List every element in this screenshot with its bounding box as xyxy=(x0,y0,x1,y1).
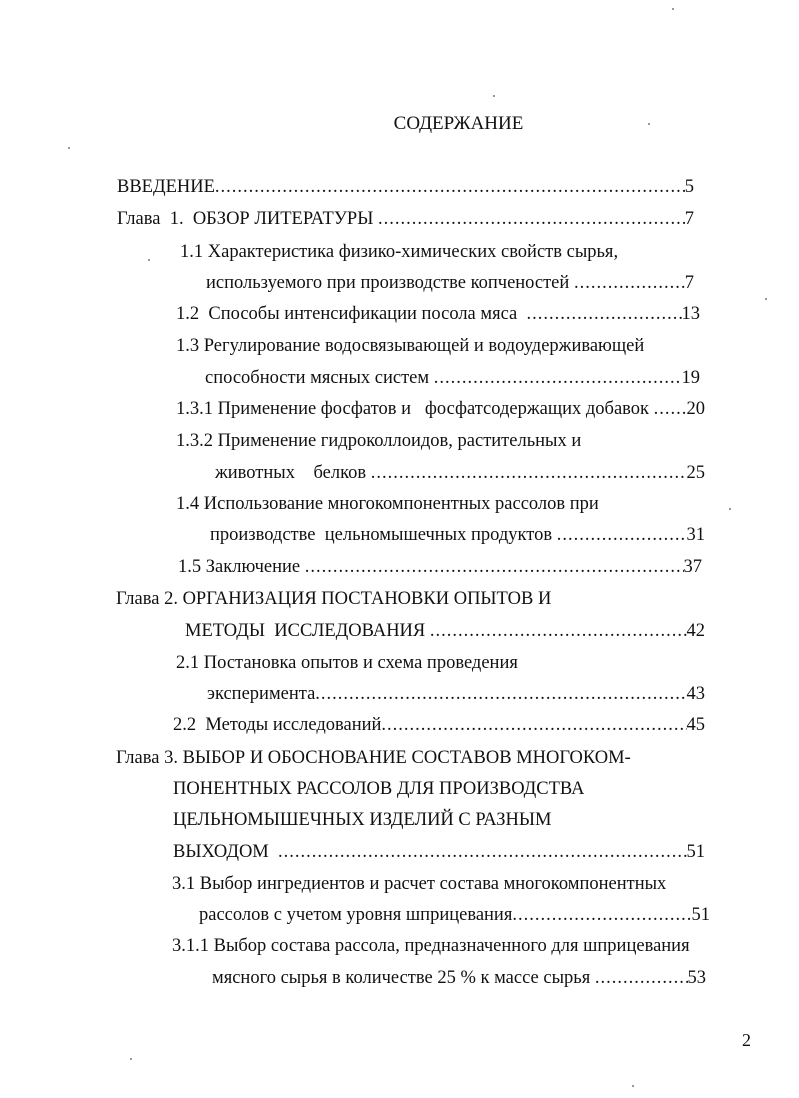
toc-entry-text: Глава 1. ОБЗОР ЛИТЕРАТУРЫ xyxy=(117,209,378,229)
toc-entry-text: 3.1.1 Выбор состава рассола, предназначенного для шприцевания xyxy=(172,936,690,956)
leader-dots xyxy=(527,302,682,326)
leader-dots xyxy=(434,366,682,390)
toc-entry-3-1-1-line-1 xyxy=(172,934,690,958)
toc-entry-introduction xyxy=(117,175,694,199)
scan-speck xyxy=(632,1085,634,1087)
leader-dots xyxy=(371,461,687,485)
toc-entry-chapter-3-line-2 xyxy=(173,777,584,801)
toc-entry-chapter-3-line-1 xyxy=(116,746,631,770)
toc-page-number: 31 xyxy=(686,525,705,545)
leader-dots xyxy=(595,966,688,990)
toc-entry-1-1-line-2 xyxy=(206,271,694,295)
toc-entry-text: 2.1 Постановка опытов и схема проведения xyxy=(176,653,518,673)
toc-entry-1-3-2-line-1 xyxy=(176,429,581,453)
leader-dots xyxy=(378,207,685,231)
leader-dots xyxy=(305,555,684,579)
toc-entry-text: 2.2 Методы исследований xyxy=(173,715,382,735)
toc-page-number: 7 xyxy=(684,209,694,229)
leader-dots xyxy=(574,271,685,295)
toc-entry-text: 1.3.2 Применение гидроколлоидов, растительных и xyxy=(176,431,582,451)
toc-entry-2-1-line-2 xyxy=(207,682,705,706)
toc-entry-1-3-line-2 xyxy=(205,366,700,390)
leader-dots xyxy=(512,903,691,927)
toc-entry-chapter-2-line-2 xyxy=(185,619,705,643)
scan-speck xyxy=(68,147,70,149)
toc-entry-1-1-line-1 xyxy=(180,240,618,264)
toc-page-number: 7 xyxy=(684,273,694,293)
toc-entry-text: Глава 3. ВЫБОР И ОБОСНОВАНИЕ СОСТАВОВ МНОГОКОМ- xyxy=(116,748,631,768)
toc-entry-text: ПОНЕНТНЫХ РАССОЛОВ ДЛЯ ПРОИЗВОДСТВА xyxy=(173,779,585,799)
scan-speck xyxy=(765,298,767,300)
toc-entry-1-4-line-1 xyxy=(176,492,599,516)
toc-page-number: 20 xyxy=(686,399,705,419)
toc-entry-1-4-line-2 xyxy=(210,523,705,547)
toc-entry-1-5 xyxy=(178,555,702,579)
scan-speck xyxy=(672,8,674,10)
toc-entry-text: способности мясных систем xyxy=(205,368,434,388)
leader-dots xyxy=(557,523,687,547)
toc-page-number: 42 xyxy=(686,621,705,641)
page-number: 2 xyxy=(742,1030,751,1050)
toc-entry-text: МЕТОДЫ ИССЛЕДОВАНИЯ xyxy=(185,621,430,641)
toc-entry-text: ВВЕДЕНИЕ xyxy=(117,177,215,197)
toc-entry-text: 3.1 Выбор ингредиентов и расчет состава многокомпонентных xyxy=(172,874,667,894)
toc-page-number: 53 xyxy=(687,968,706,988)
toc-entry-2-1-line-1 xyxy=(176,651,518,675)
toc-entry-2-2 xyxy=(173,713,705,737)
toc-entry-text: 1.3 Регулирование водосвязывающей и водоудерживающей xyxy=(176,336,645,356)
scan-speck xyxy=(729,508,731,510)
toc-entry-1-3-line-1 xyxy=(176,334,644,358)
toc-page-number: 5 xyxy=(684,177,694,197)
toc-entry-text: животных белков xyxy=(215,463,371,483)
scan-speck xyxy=(648,123,650,125)
toc-entry-text: 1.3.1 Применение фосфатов и фосфатсодержащих добавок xyxy=(176,399,654,419)
toc-entry-chapter-3-line-4 xyxy=(173,840,705,864)
leader-dots xyxy=(654,397,687,421)
toc-entry-1-3-2-line-2 xyxy=(215,461,705,485)
toc-page-number: 19 xyxy=(681,368,700,388)
toc-entry-text: 1.1 Характеристика физико-химических свойств сырья, xyxy=(180,242,619,262)
toc-page-number: 51 xyxy=(691,905,710,925)
scan-speck xyxy=(148,259,150,261)
toc-entry-text: Глава 2. ОРГАНИЗАЦИЯ ПОСТАНОВКИ ОПЫТОВ И xyxy=(116,589,552,609)
scan-speck xyxy=(493,95,495,97)
toc-entry-chapter-3-line-3 xyxy=(173,808,551,832)
toc-entry-text: ЦЕЛЬНОМЫШЕЧНЫХ ИЗДЕЛИЙ С РАЗНЫМ xyxy=(173,810,552,830)
toc-entry-text: 1.2 Способы интенсификации посола мяса xyxy=(176,304,527,324)
toc-entry-text: 1.5 Заключение xyxy=(178,557,305,577)
leader-dots xyxy=(430,619,687,643)
toc-entry-3-1-line-1 xyxy=(172,872,666,896)
toc-entry-text: рассолов с учетом уровня шприцевания xyxy=(199,905,513,925)
toc-entry-text: производстве цельномышечных продуктов xyxy=(210,525,557,545)
toc-page-number: 37 xyxy=(683,557,702,577)
scan-speck xyxy=(130,1058,132,1060)
toc-entry-text: эксперимента xyxy=(207,684,316,704)
toc-entry-text: используемого при производстве копченостей xyxy=(206,273,574,293)
toc-entry-1-3-1 xyxy=(176,397,705,421)
toc-entry-text: 1.4 Использование многокомпонентных рассолов при xyxy=(176,494,599,514)
toc-entry-chapter-2-line-1 xyxy=(116,587,551,611)
toc-page-number: 13 xyxy=(681,304,700,324)
toc-entry-text: мясного сырья в количестве 25 % к массе сырья xyxy=(212,968,595,988)
leader-dots xyxy=(278,840,686,864)
toc-entry-text: ВЫХОДОМ xyxy=(173,842,279,862)
toc-entry-3-1-line-2 xyxy=(199,903,710,927)
leader-dots xyxy=(315,682,686,706)
toc-title: СОДЕРЖАНИЕ xyxy=(393,113,524,134)
toc-page-number: 45 xyxy=(686,715,705,735)
toc-page-number: 51 xyxy=(686,842,705,862)
toc-entry-1-2 xyxy=(176,302,700,326)
leader-dots xyxy=(215,175,685,199)
toc-entry-chapter-1 xyxy=(117,207,694,231)
leader-dots xyxy=(381,713,686,737)
toc-page-number: 43 xyxy=(686,684,705,704)
toc-page-number: 25 xyxy=(686,463,705,483)
toc-entry-3-1-1-line-2 xyxy=(212,966,706,990)
